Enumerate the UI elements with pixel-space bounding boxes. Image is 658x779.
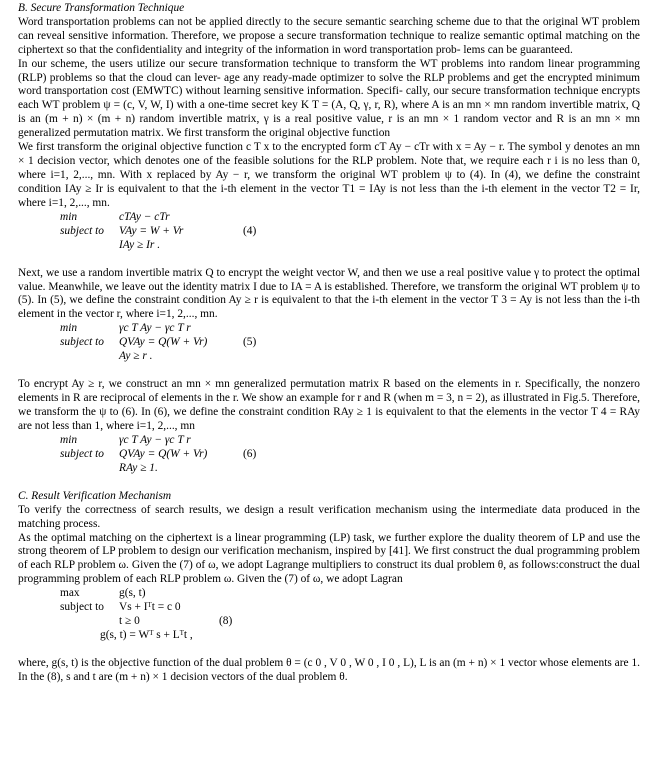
eq4-constraint-2: IAy ≥ Ir . — [119, 238, 161, 251]
eq8-constraint-1: Vs + Iᵀt = c 0 — [119, 601, 181, 614]
eq5-objective: γc T Ay − γc T r — [119, 322, 191, 335]
eq8-subject-to-label: subject to — [60, 601, 104, 614]
eq5-min-label: min — [60, 322, 78, 335]
eq6-objective: γc T Ay − γc T r — [119, 433, 191, 446]
eq5-number: (5) — [243, 336, 257, 349]
equation-8 — [18, 587, 640, 643]
eq6-constraint-1: QVAy = Q(W + Vr) — [119, 447, 208, 460]
eq4-subject-to-label: subject to — [60, 224, 104, 237]
eq8-constraint-2: t ≥ 0 — [119, 615, 140, 628]
eq4-constraint-1: VAy = W + Vr — [119, 224, 184, 237]
paper-page — [18, 2, 640, 685]
eq6-number: (6) — [243, 447, 257, 460]
eq8-number: (8) — [219, 615, 233, 628]
eq4-objective: cTAy − cTr — [119, 210, 170, 223]
eq8-definition: g(s, t) = Wᵀ s + Lᵀt , — [100, 629, 193, 642]
section-c-final-paragraph: where, g(s, t) is the objective function of the dual problem θ = (c 0 , V 0 , W 0 , I 0 , L), L is an (m + n) × 1 vector whose elements are 1. In the (8), s and t are (m + n) × 1 decision vectors of the dual problem θ. — [18, 657, 640, 684]
section-b-paragraph-4: Next, we use a random invertible matrix Q to encrypt the weight vector W, and then we use a real positive value γ to protect the optimal value. Meanwhile, we leave out the identity matrix I due to IA = A is established. Therefore, we transform the original WT problem ψ to (5). In (5), we define the constraint condition Ay ≥ r is equivalent to that the i-th element in the vector T 3 = Ay is not less than the i-th element in the vector r, where i=1, 2,..., mn. — [18, 266, 640, 321]
section-b-paragraph-2: In our scheme, the users utilize our secure transformation technique to transform the WT problems into random linear programming (RLP) problems so that the cloud can lever- age any ready-made optimizer to solve the RLP problems and get the encrypted minimum word transportation cost (EMWTC) without learning sensitive information. Specifi- cally, our secure transformation technique encrypts each WT problem ψ = (c, V, W, I) with a one-time secret key K T = (A, Q, γ, r, R), where A is an mn × mn random invertible matrix, Q is an (m + n) × (m + n) random invertible matrix, γ is a real positive value, r is an mn × 1 random vector and R is an mn × mn generalized permutation matrix. We first transform the original objective function — [18, 57, 640, 140]
section-b-heading: B. Secure Transformation Technique — [18, 2, 185, 14]
eq5-constraint-1: QVAy = Q(W + Vr) — [119, 336, 208, 349]
eq8-objective: g(s, t) — [119, 587, 146, 600]
equation-4 — [18, 211, 640, 253]
eq6-subject-to-label: subject to — [60, 447, 104, 460]
eq5-constraint-2: Ay ≥ r . — [119, 350, 153, 363]
eq6-min-label: min — [60, 433, 78, 446]
section-b-paragraph-1: Word transportation problems can not be applied directly to the secure semantic searching scheme due to that the original WT problem can reveal sensitive information. Therefore, we propose a secure transformation technique to realize semantic optimal matching on the ciphertext so that the confidentiality and integrity of the information in word transportation prob- lems can be guaranteed. — [18, 15, 640, 56]
eq4-min-label: min — [60, 210, 78, 223]
eq5-subject-to-label: subject to — [60, 336, 104, 349]
equation-5 — [18, 322, 640, 364]
eq6-constraint-2: RAy ≥ 1. — [119, 461, 158, 474]
equation-6 — [18, 434, 640, 476]
section-c-paragraph-2: As the optimal matching on the ciphertext is a linear programming (LP) task, we further explore the duality theorem of LP and use the strong theorem of LP problem to design our verification mechanism, inspired by [41]. We first construct the dual programming problem of each RLP problem ω. Given the (7) of ω, we adopt Lagrange multipliers to construct its dual problem θ, as follows:construct the dual programming problem of each RLP problem ω. Given the (7) of ω, we adopt Lagran — [18, 531, 640, 586]
section-b-paragraph-5: To encrypt Ay ≥ r, we construct an mn × mn generalized permutation matrix R based on the elements in r. Specifically, the nonzero elements in R are reciprocal of elements in the r. We show an example for r and R (when m = 3, n = 2), as illustrated in Fig.5. Therefore, we transform the ψ to (6). In (6), we define the constraint condition RAy ≥ 1 is equivalent to that the elements in the vector T 4 = RAy are not less than 1, where i=1, 2,..., mn — [18, 378, 640, 432]
section-c-heading: C. Result Verification Mechanism — [18, 489, 172, 502]
eq8-max-label: max — [60, 587, 80, 600]
section-b-paragraph-3: We first transform the original objective function c T x to the encrypted form cT Ay − cTr with x = Ay − r. The symbol y denotes an mn × 1 decision vector, which denotes one of the feasible solutions for the RLP problem. Note that, we require each r i is no less than 0, where i=1, 2,..., mn. With x replaced by Ay − r, we transform the original WT problem ψ to (4). In (4), we define the constraint condition IAy ≥ Ir is equivalent to that the i-th element in the vector T1 = IAy is not less than the i-th element in the vector T2 = Ir, where i=1, 2,..., mn. — [18, 141, 640, 209]
section-c-paragraph-1: To verify the correctness of search results, we design a result verification mechanism using the intermediate data produced in the matching process. — [18, 503, 640, 530]
eq4-number: (4) — [243, 224, 257, 237]
